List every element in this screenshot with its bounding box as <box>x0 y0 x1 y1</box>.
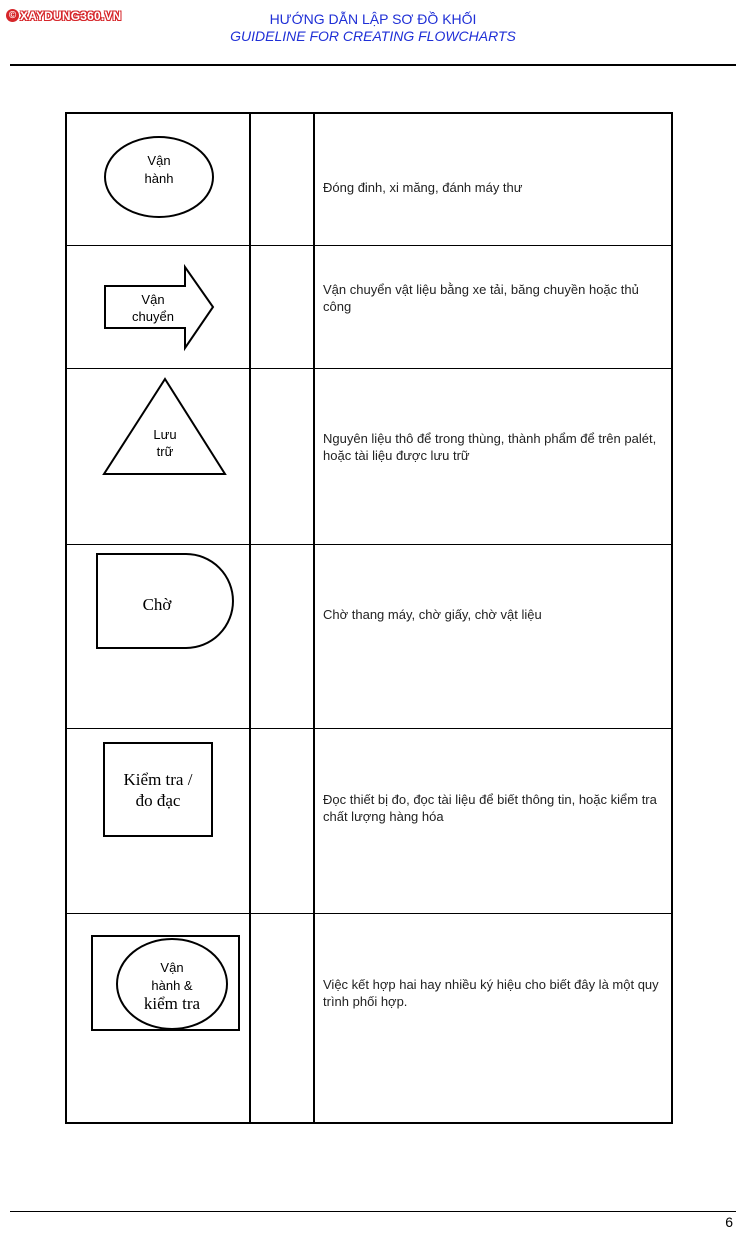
description-cell <box>315 729 671 913</box>
symbol-cell <box>67 114 251 245</box>
table-row-operation <box>67 114 671 245</box>
symbol-label: Vận <box>160 960 184 975</box>
description-cell <box>315 914 671 1122</box>
combined-symbol-icon <box>67 914 251 1123</box>
description-text: Nguyên liệu thô để trong thùng, thành phẩm để trên palét, hoặc tài liệu được lưu trữ <box>323 431 657 463</box>
header-divider <box>10 64 736 66</box>
document-title: HƯỚNG DẪN LẬP SƠ ĐỒ KHỐI <box>269 11 477 27</box>
symbol-label: hành & <box>151 978 193 993</box>
description-text: Đọc thiết bị đo, đọc tài liệu để biết thông tin, hoặc kiểm tra chất lượng hàng hóa <box>323 792 657 824</box>
symbol-cell <box>67 369 251 544</box>
symbol-label: kiểm tra <box>143 994 201 1013</box>
operation-symbol-icon <box>67 114 251 245</box>
storage-triangle-icon <box>67 369 251 545</box>
symbol-label: Kiểm tra / <box>123 770 193 789</box>
symbol-label: đo đạc <box>135 791 181 810</box>
table-row-transport <box>67 245 671 368</box>
table-row-combined <box>67 913 671 1122</box>
delay-d-shape-icon <box>67 545 251 729</box>
empty-cell <box>251 369 315 544</box>
copyright-icon: © <box>6 9 19 22</box>
symbol-label: Vận <box>147 153 171 168</box>
description-cell <box>315 369 671 544</box>
table-row-delay <box>67 544 671 728</box>
symbol-label: Lưu <box>153 427 177 442</box>
description-text: Đóng đinh, xi măng, đánh máy thư <box>323 180 523 195</box>
empty-cell <box>251 914 315 1122</box>
symbol-cell <box>67 729 251 913</box>
table-row-inspection <box>67 728 671 913</box>
empty-cell <box>251 246 315 368</box>
transport-arrow-icon <box>67 246 251 369</box>
symbol-label: chuyển <box>132 309 174 324</box>
description-cell <box>315 114 671 245</box>
footer-divider <box>10 1211 736 1212</box>
description-text: Chờ thang máy, chờ giấy, chờ vật liệu <box>323 607 542 622</box>
symbol-table <box>65 112 673 1124</box>
description-cell <box>315 246 671 368</box>
symbol-label: hành <box>144 171 174 186</box>
table-row-storage <box>67 368 671 544</box>
symbol-label: trữ <box>156 444 174 459</box>
symbol-label: Vận <box>141 292 165 307</box>
description-text: Vận chuyển vật liệu bằng xe tải, băng chuyền hoặc thủ công <box>323 282 639 314</box>
symbol-label: Chờ <box>142 595 172 614</box>
empty-cell <box>251 114 315 245</box>
description-text: Việc kết hợp hai hay nhiều ký hiệu cho biết đây là một quy trình phối hợp. <box>323 977 659 1009</box>
document-subtitle: GUIDELINE FOR CREATING FLOWCHARTS <box>230 28 516 44</box>
symbol-cell <box>67 246 251 368</box>
empty-cell <box>251 545 315 728</box>
page-number: 6 <box>725 1214 733 1230</box>
logo-text: XAYDUNG360.VN <box>20 8 122 23</box>
inspection-square-icon <box>67 729 251 914</box>
symbol-cell <box>67 545 251 728</box>
symbol-cell <box>67 914 251 1122</box>
description-cell <box>315 545 671 728</box>
empty-cell <box>251 729 315 913</box>
